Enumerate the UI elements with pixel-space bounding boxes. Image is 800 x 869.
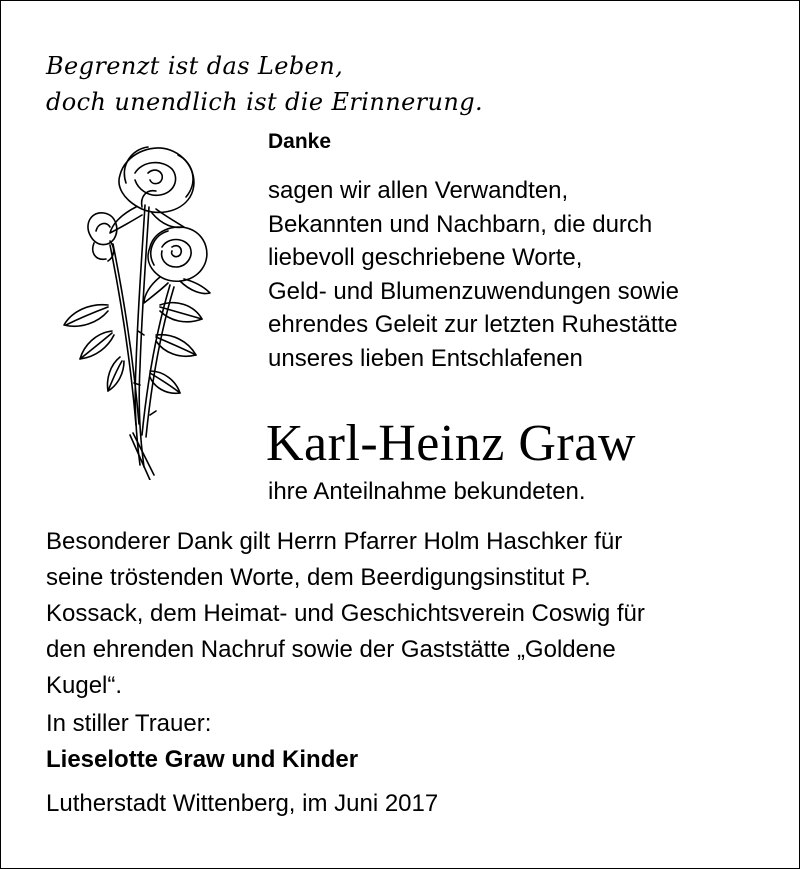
special-thanks-line: Besonderer Dank gilt Herrn Pfarrer Holm Haschker für — [46, 528, 623, 555]
mourning-block — [46, 706, 358, 778]
thanks-line: liebevoll geschriebene Worte, — [268, 244, 583, 271]
special-thanks-line: Kossack, dem Heimat- und Geschichtsverein Coswig für — [46, 600, 645, 627]
condolence-text: ihre Anteilnahme bekundeten. — [268, 478, 586, 505]
special-thanks-line: den ehrenden Nachruf sowie der Gaststätte „Goldene — [46, 636, 616, 663]
thanks-line: unseres lieben Entschlafenen — [268, 344, 583, 372]
special-thanks-line: seine tröstenden Worte, dem Beerdigungsinstitut P. — [46, 564, 591, 591]
thanks-line: sagen wir allen Verwandten, — [268, 177, 569, 204]
thanks-heading: Danke — [268, 130, 332, 153]
rose-illustration-icon — [50, 135, 230, 480]
thanks-line: Bekannten und Nachbarn, die durch — [268, 210, 653, 238]
place-and-date: Lutherstadt Wittenberg, im Juni 2017 — [46, 790, 439, 817]
thanks-line: ehrendes Geleit zur letzten Ruhestätte — [268, 311, 678, 338]
special-thanks — [46, 524, 766, 704]
motto — [46, 48, 483, 120]
thanks-line: Geld- und Blumenzuwendungen sowie — [268, 277, 679, 305]
special-thanks-line: Kugel“. — [46, 672, 123, 699]
deceased-name: Karl-Heinz Graw — [266, 415, 636, 472]
mourners-names: Lieselotte Graw und Kinder — [46, 746, 359, 773]
motto-line-2: doch unendlich ist die Erinnerung. — [46, 88, 484, 116]
thanks-text — [268, 174, 679, 375]
motto-line-1: Begrenzt ist das Leben, — [46, 52, 344, 80]
mourning-intro: In stiller Trauer: — [46, 710, 212, 737]
